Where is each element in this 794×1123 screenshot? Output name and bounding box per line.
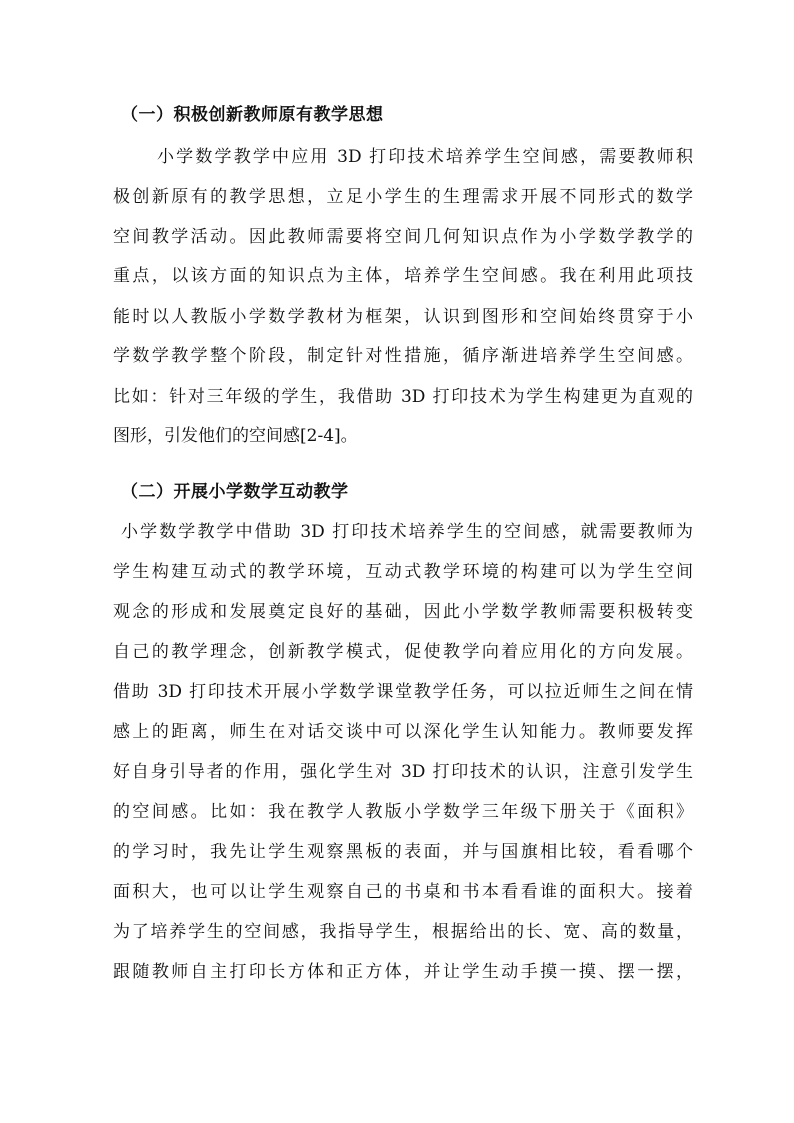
paragraph-2-line-11: 为了培养学生的空间感，我指导学生，根据给出的长、宽、高的数量，: [113, 922, 693, 942]
paragraph-1-line-4: 重点，以该方面的知识点为主体，培养学生空间感。我在利用此项技: [113, 266, 693, 286]
paragraph-2-line-7: 好自身引导者的作用，强化学生对 3D 打印技术的认识，注意引发学生: [113, 762, 693, 782]
paragraph-1-line-2: 极创新原有的教学思想，立足小学生的生理需求开展不同形式的数学: [113, 187, 693, 207]
paragraph-2-line-8: 的空间感。比如：我在教学人教版小学数学三年级下册关于《面积》: [113, 802, 693, 822]
paragraph-2-line-9: 的学习时，我先让学生观察黑板的表面，并与国旗相比较，看看哪个: [113, 842, 693, 862]
paragraph-2-line-1: 小学数学教学中借助 3D 打印技术培养学生的空间感，就需要教师为: [121, 522, 693, 542]
section-2-heading: （二）开展小学数学互动教学: [121, 482, 349, 502]
section-1-heading: （一）积极创新教师原有教学思想: [121, 105, 384, 125]
paragraph-1-line-3: 空间教学活动。因此教师需要将空间几何知识点作为小学数学教学的: [113, 227, 693, 247]
paragraph-2-line-12: 跟随教师自主打印长方体和正方体，并让学生动手摸一摸、摆一摆，: [113, 962, 693, 982]
paragraph-1-line-1: 小学数学教学中应用 3D 打印技术培养学生空间感，需要教师积: [157, 147, 693, 167]
paragraph-2-line-3: 观念的形成和发展奠定良好的基础，因此小学数学教师需要积极转变: [113, 602, 693, 622]
paragraph-2-line-6: 感上的距离，师生在对话交谈中可以深化学生认知能力。教师要发挥: [113, 722, 693, 742]
paragraph-1-line-5: 能时以人教版小学数学教材为框架，认识到图形和空间始终贯穿于小: [113, 307, 693, 327]
paragraph-2-line-10: 面积大，也可以让学生观察自己的书桌和书本看看谁的面积大。接着: [113, 882, 693, 902]
paragraph-1-line-6: 学数学教学整个阶段，制定针对性措施，循序渐进培养学生空间感。: [113, 346, 693, 366]
paragraph-2-line-4: 自己的教学理念，创新教学模式，促使教学向着应用化的方向发展。: [113, 642, 693, 662]
paragraph-2-line-2: 学生构建互动式的教学环境，互动式教学环境的构建可以为学生空间: [113, 562, 693, 582]
paragraph-1-line-8: 图形，引发他们的空间感[2-4]。: [113, 426, 358, 446]
paragraph-2-line-5: 借助 3D 打印技术开展小学数学课堂教学任务，可以拉近师生之间在情: [113, 682, 693, 702]
paragraph-1-line-7: 比如：针对三年级的学生，我借助 3D 打印技术为学生构建更为直观的: [113, 387, 693, 407]
